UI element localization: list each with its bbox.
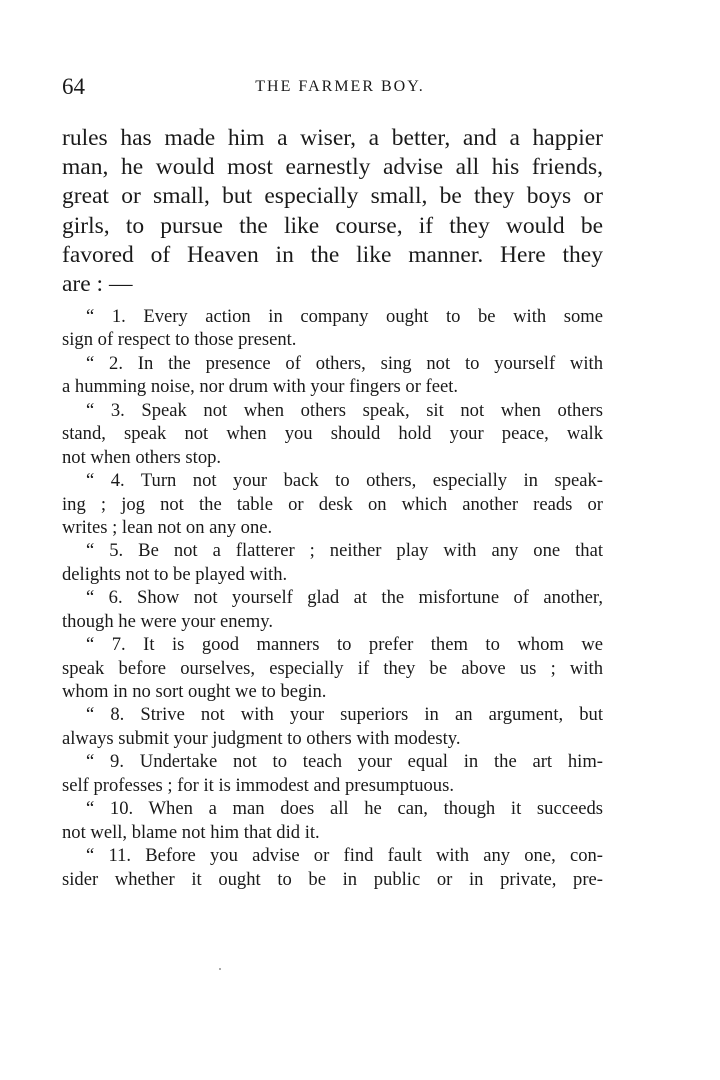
rule-item (62, 539, 603, 586)
text-line: delights not to be played with. (62, 563, 288, 585)
text-line: “ 2. In the presence of others, sing not to yourself with (86, 352, 603, 374)
text-line: not when others stop. (62, 446, 222, 468)
text-line: sign of respect to those present. (62, 329, 297, 351)
text-line: “ 10. When a man does all he can, though it succeeds (86, 798, 603, 820)
page-number: 64 (62, 74, 85, 99)
text-line: “ 1. Every action in company ought to be with some (86, 306, 603, 327)
text-line: writes ; lean not on any one. (62, 516, 273, 538)
text-line: girls, to pursue the like course, if they would be (62, 212, 603, 239)
text-line: are : — (62, 270, 133, 297)
text-line: rules has made him a wiser, a better, and a happier (62, 125, 603, 151)
text-line: “ 9. Undertake not to teach your equal in the art him- (86, 751, 603, 773)
text-line: “ 11. Before you advise or find fault with any one, con- (86, 845, 603, 867)
text-line: man, he would most earnestly advise all his friends, (62, 154, 603, 181)
rule-item (62, 399, 603, 469)
text-line: whom in no sort ought we to begin. (62, 681, 327, 702)
text-line: not well, blame not him that did it. (62, 821, 320, 843)
text-line: favored of Heaven in the like manner. Here they (62, 241, 603, 268)
text-line: “ 8. Strive not with your superiors in an argument, but (86, 704, 603, 726)
text-line: though he were your enemy. (62, 610, 274, 632)
body-paragraph (62, 124, 603, 299)
text-line: “ 6. Show not yourself glad at the misfortune of another, (86, 587, 603, 609)
running-head (0, 78, 720, 96)
text-line: sider whether it ought to be in public or in private, pre- (62, 868, 603, 890)
text-line: speak before ourselves, especially if they be above us ; with (62, 657, 603, 679)
scan-speck (219, 968, 221, 970)
text-line: “ 4. Turn not your back to others, especially in speak- (86, 470, 603, 492)
text-line: always submit your judgment to others with modesty. (62, 727, 461, 749)
running-title: THE FARMER BOY. (255, 78, 425, 95)
rules-list (62, 305, 603, 891)
text-line: “ 5. Be not a flatterer ; neither play with any one that (86, 540, 603, 562)
rule-item (62, 633, 603, 703)
text-line: “ 3. Speak not when others speak, sit not when others (86, 399, 603, 421)
text-line: great or small, but especially small, be they boys or (62, 183, 603, 210)
rule-item (62, 844, 603, 891)
text-line: “ 7. It is good manners to prefer them to whom we (86, 634, 603, 656)
rule-item (62, 305, 603, 352)
text-line: ing ; jog not the table or desk on which another reads or (62, 493, 603, 515)
rule-item (62, 352, 603, 399)
text-line: self professes ; for it is immodest and presumptuous. (62, 774, 454, 796)
rule-item (62, 750, 603, 797)
rule-item (62, 703, 603, 750)
rule-item (62, 586, 603, 633)
text-line: stand, speak not when you should hold your peace, walk (62, 423, 603, 445)
rule-item (62, 797, 603, 844)
rule-item (62, 469, 603, 539)
text-line: a humming noise, nor drum with your fingers or feet. (62, 376, 459, 398)
